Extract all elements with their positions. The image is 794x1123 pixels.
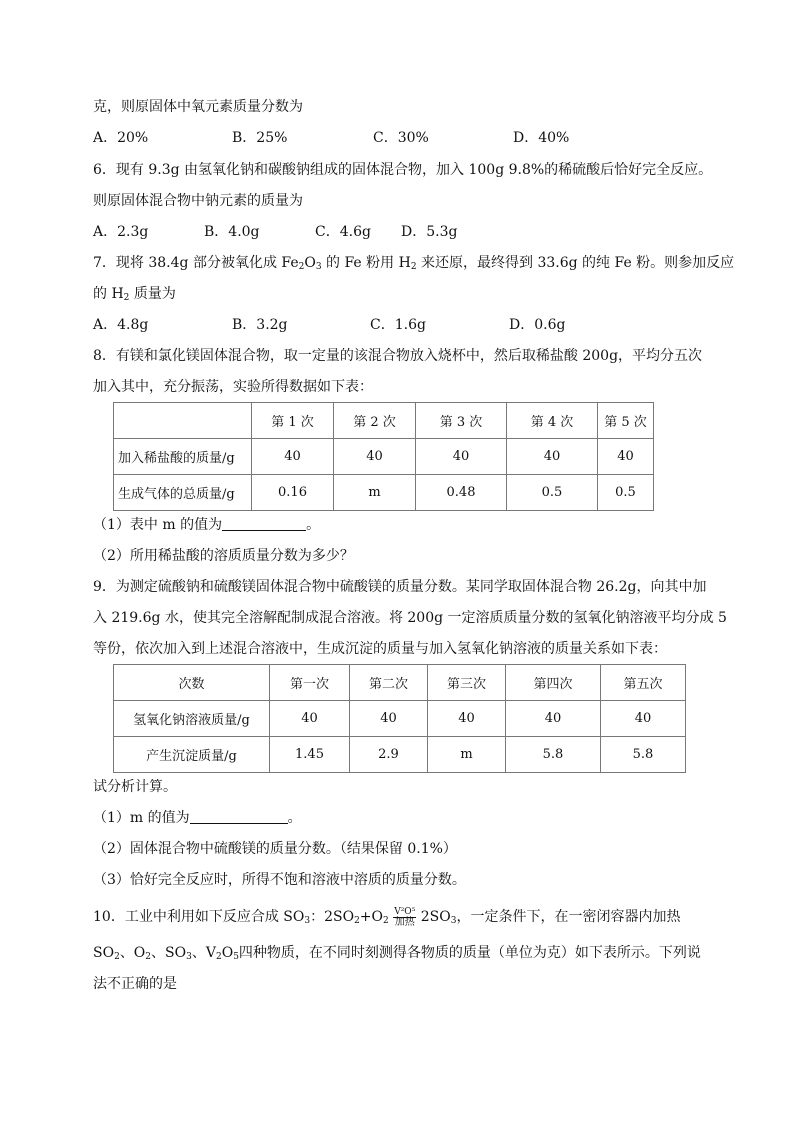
table-header-row — [114, 665, 686, 701]
q7-option-a: A．4.8g — [93, 317, 149, 333]
q7-stem-line2: 的 $H_2$ 质量为 — [93, 286, 176, 303]
table-cell: 次数 — [114, 665, 270, 701]
q7-option-c: C．1.6g — [370, 317, 426, 333]
table-cell: 0.16 — [252, 475, 334, 511]
table-row — [114, 701, 686, 737]
table-cell: 0.5 — [507, 475, 598, 511]
catalyst-arrow: V²O⁵ 加热 — [394, 906, 416, 928]
table-row-label: 产生沉淀质量/g — [114, 737, 270, 773]
table-cell: 第二次 — [350, 665, 428, 701]
table-row-label: 加入稀盐酸的质量/g — [114, 439, 252, 475]
table-row-label: 氢氧化钠溶液质量/g — [114, 701, 270, 737]
table-cell: 5.8 — [506, 737, 601, 773]
q6-option-c: C．4.6g — [315, 224, 371, 240]
table-cell: 40 — [350, 701, 428, 737]
table-cell: 第 4 次 — [507, 403, 598, 439]
q10-stem-line3: 法不正确的是 — [93, 976, 177, 992]
table-row — [114, 737, 686, 773]
q6-option-b: B．4.0g — [204, 224, 260, 240]
table-row — [114, 475, 654, 511]
table-cell: 第 1 次 — [252, 403, 334, 439]
q6-stem-line1: 6．现有 9.3g 由氢氧化钠和碳酸钠组成的固体混合物，加入 100g 9.8%的稀硫酸后恰好完全反应。 — [93, 162, 713, 178]
table-row — [114, 439, 654, 475]
table-cell — [114, 403, 252, 439]
q8-data-table — [113, 402, 654, 511]
table-cell: 40 — [416, 439, 507, 475]
q9-stem-line1: 9．为测定硫酸钠和硫酸镁固体混合物中硫酸镁的质量分数。某同学取固体混合物 26.2g，向其中加 — [93, 579, 707, 595]
table-cell: m — [334, 475, 416, 511]
q9-data-table — [113, 664, 686, 773]
q10-stem-line1: 10．工业中利用如下反应合成 $SO_3$：$2SO_2+O_2$ V²O⁵ 加热 $2SO_3$，一定条件下，在一密闭容器内加热 — [93, 906, 681, 928]
q8-sub1: （1）表中 m 的值为 。 — [93, 517, 321, 533]
table-cell: 2.9 — [350, 737, 428, 773]
q6-stem-line2: 则原固体混合物中钠元素的质量为 — [93, 193, 303, 209]
table-cell: 5.8 — [601, 737, 686, 773]
q5-option-d: D．40% — [513, 130, 570, 146]
q9-sub3: （3）恰好完全反应时，所得不饱和溶液中溶质的质量分数。 — [93, 872, 466, 888]
table-cell: 40 — [506, 701, 601, 737]
table-cell: 1.45 — [270, 737, 350, 773]
q6-option-d: D．5.3g — [401, 224, 458, 240]
table-cell: 第五次 — [601, 665, 686, 701]
q9-analysis: 试分析计算。 — [93, 779, 177, 795]
q9-sub1: （1）m 的值为 。 — [93, 810, 302, 826]
answer-blank[interactable] — [190, 809, 288, 824]
q5-option-a: A．20% — [93, 130, 149, 146]
table-cell: 40 — [601, 701, 686, 737]
q9-sub2: （2）固体混合物中硫酸镁的质量分数。（结果保留 0.1%） — [93, 841, 457, 857]
q6-option-a: A．2.3g — [93, 224, 149, 240]
table-cell: 第 3 次 — [416, 403, 507, 439]
q5-option-b: B．25% — [232, 130, 288, 146]
table-cell: 第四次 — [506, 665, 601, 701]
table-cell: 第三次 — [428, 665, 506, 701]
q10-stem-line2: $SO_2$、$O_2$、$SO_3$、$V_2O_5$四种物质，在不同时刻测得各物质的质量（单位为克）如下表所示。下列说 — [93, 945, 701, 962]
table-cell: 40 — [428, 701, 506, 737]
table-cell: 40 — [334, 439, 416, 475]
q8-stem-line1: 8．有镁和氯化镁固体混合物，取一定量的该混合物放入烧杯中，然后取稀盐酸 200g，平均分五次 — [93, 348, 703, 364]
q5-stem: 克，则原固体中氧元素质量分数为 — [93, 99, 303, 115]
table-cell: 40 — [252, 439, 334, 475]
table-header-row — [114, 403, 654, 439]
table-cell: 40 — [507, 439, 598, 475]
table-cell: m — [428, 737, 506, 773]
q9-stem-line2: 入 219.6g 水，使其完全溶解配制成混合溶液。将 200g 一定溶质质量分数的氢氧化钠溶液平均分成 5 — [93, 610, 727, 626]
q5-option-c: C．30% — [373, 130, 429, 146]
table-cell: 第一次 — [270, 665, 350, 701]
table-cell: 0.5 — [598, 475, 654, 511]
q7-option-d: D．0.6g — [509, 317, 566, 333]
answer-blank[interactable] — [222, 516, 306, 531]
table-cell: 第 5 次 — [598, 403, 654, 439]
table-cell: 40 — [270, 701, 350, 737]
q7-stem-line1: 7．现将 38.4g 部分被氧化成 $Fe_2O_3$ 的 Fe 粉用 $H_2$ 来还原，最终得到 33.6g 的纯 Fe 粉。则参加反应 — [93, 255, 735, 272]
q8-sub2: （2）所用稀盐酸的溶质质量分数为多少？ — [93, 548, 354, 564]
table-row-label: 生成气体的总质量/g — [114, 475, 252, 511]
q8-stem-line2: 加入其中，充分振荡，实验所得数据如下表： — [93, 379, 373, 395]
q7-option-b: B．3.2g — [232, 317, 288, 333]
table-cell: 第 2 次 — [334, 403, 416, 439]
table-cell: 0.48 — [416, 475, 507, 511]
q9-stem-line3: 等份，依次加入到上述混合溶液中，生成沉淀的质量与加入氢氧化钠溶液的质量关系如下表： — [93, 641, 667, 657]
table-cell: 40 — [598, 439, 654, 475]
